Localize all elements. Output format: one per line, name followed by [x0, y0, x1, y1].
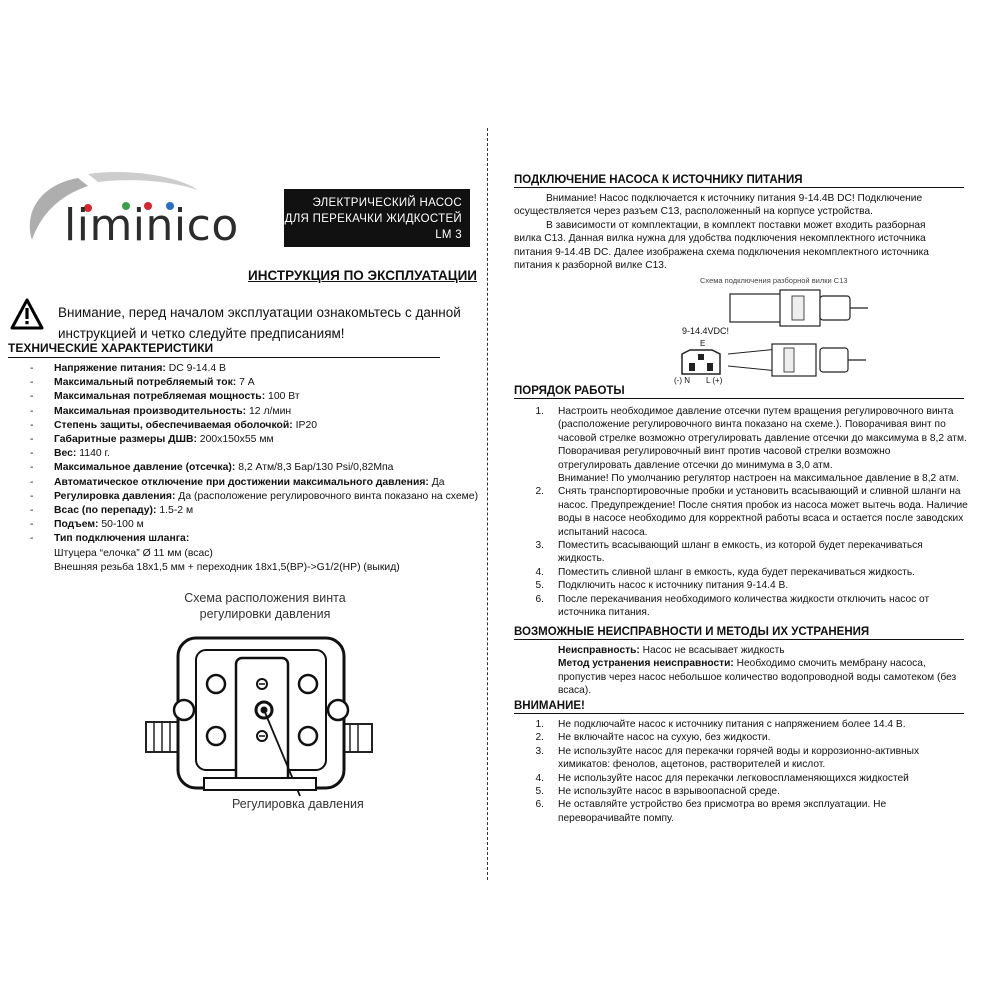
- spec-item: - Регулировка давления: Да (расположение регулировочного винта показано на схеме): [30, 490, 480, 504]
- pressure-regulation-label: Регулировка давления: [232, 797, 364, 811]
- warning-triangle-icon: [10, 298, 44, 330]
- faults-heading: ВОЗМОЖНЫЕ НЕИСПРАВНОСТИ И МЕТОДЫ ИХ УСТРАНЕНИЯ: [514, 626, 964, 640]
- attention-item: 5. Не используйте насос в взрывоопасной среде.: [535, 786, 780, 798]
- operation-heading: ПОРЯДОК РАБОТЫ: [514, 385, 964, 399]
- warning-line-1: Внимание, перед началом эксплуатации ознакомьтесь с данной: [58, 305, 461, 320]
- power-p1-line-2: осуществляется через разъем С13, расположенный на корпусе устройства.: [514, 206, 873, 218]
- banner-line-3: LM 3: [435, 229, 462, 241]
- spec-item: - Максимальный потребляемый ток: 7 А: [30, 376, 480, 390]
- operation-item: 5. Подключить насос к источнику питания 9-14.4 В.: [535, 580, 789, 592]
- spec-item: - Всас (по перепаду): 1.5-2 м: [30, 504, 480, 518]
- attention-item: 2. Не включайте насос на сухую, без жидкости.: [535, 732, 771, 744]
- c13-plug-disassembled: [728, 338, 868, 382]
- brand-name: liminico: [64, 200, 239, 251]
- specs-list: [30, 362, 480, 575]
- power-paragraph-1: [514, 192, 964, 272]
- power-p2-line-2: вилка С13. Данная вилка нужна для удобства подключения некомплектного источника: [514, 233, 926, 245]
- c13-socket-icon: [680, 348, 722, 376]
- scheme-title: Схема подключения разборной вилки С13: [700, 276, 848, 285]
- spec-item: - Максимальное давление (отсечка): 8,2 Атм/8,3 Бар/130 Psi/0,82Мпа: [30, 461, 480, 475]
- attention-list: [530, 718, 980, 825]
- pump-diagram: [140, 628, 380, 818]
- attention-item: 6. Не оставляйте устройство без присмотра во время эксплуатации. Не переворачивайте помпу.: [535, 799, 887, 824]
- power-heading: ПОДКЛЮЧЕНИЕ НАСОСА К ИСТОЧНИКУ ПИТАНИЯ: [514, 174, 964, 188]
- spec-item: - Максимальная производительность: 12 л/мин: [30, 405, 480, 419]
- power-p2-line-1: В зависимости от комплектации, в комплект поставки может входить разборная: [546, 219, 926, 231]
- spec-item: - Тип подключения шланга:: [30, 532, 480, 546]
- attention-item: 4. Не используйте насос для перекачки легковоспламеняющихся жидкостей: [535, 772, 909, 784]
- banner-line-2: ДЛЯ ПЕРЕКАЧКИ ЖИДКОСТЕЙ: [284, 213, 462, 225]
- product-banner: [284, 189, 470, 247]
- c13-plug-assembled: [720, 286, 870, 330]
- pump-caption-line-2: регулировки давления: [199, 607, 331, 621]
- fix-line: Метод устранения неисправности: Необходимо смочить мембрану насоса,: [558, 658, 926, 670]
- spec-item: - Подъем: 50-100 м: [30, 518, 480, 532]
- scheme-n-label: (-) N: [674, 376, 690, 385]
- scheme-voltage: 9-14.4VDC!: [682, 326, 730, 336]
- operation-item: 3. Поместить всасывающий шланг в емкость, из которой будет перекачиваться жидкость.: [535, 540, 923, 565]
- spec-hose-line-1: Штуцера “елочка” Ø 11 мм (всас): [54, 547, 213, 559]
- scheme-l-label: L (+): [706, 376, 723, 385]
- manual-title: ИНСТРУКЦИЯ ПО ЭКСПЛУАТАЦИИ: [248, 268, 478, 283]
- spec-item: - Максимальная потребляемая мощность: 100 Вт: [30, 390, 480, 404]
- banner-line-1: ЭЛЕКТРИЧЕСКИЙ НАСОС: [312, 197, 462, 209]
- power-p1-line-1: Внимание! Насос подключается к источнику питания 9-14.4В DC! Подключение: [546, 193, 923, 204]
- operation-item: 2. Снять транспортировочные пробки и установить всасывающий и сливной шланги на насос. Предупреждение! После снятия пробок из насоса может вытечь вода. Наличие воды в насосе необходимо для корректной работы всаса и остается после заводских испытаний насоса.: [535, 486, 968, 538]
- column-divider: [487, 128, 488, 880]
- power-p2-line-4: питания к разборной вилке С13.: [514, 260, 667, 272]
- power-p2-line-3: питания 9-14.4В DC. Далее изображена схема подключения некомплектного источника: [514, 246, 929, 258]
- fix-line-2: пропустив через насос небольшое количество водопроводной воды самотеком (без: [558, 671, 957, 683]
- specs-heading: ТЕХНИЧЕСКИЕ ХАРАКТЕРИСТИКИ: [8, 341, 440, 358]
- scheme-e-label: E: [700, 339, 706, 348]
- warning-text: [58, 302, 478, 344]
- attention-item: 1. Не подключайте насос к источнику питания с напряжением более 14.4 В.: [535, 719, 906, 730]
- operation-item: 6. После перекачивания необходимого количества жидкости отключить насос от источника питания.: [535, 593, 930, 619]
- spec-item: - Степень защиты, обеспечиваемая оболочкой: IP20: [30, 419, 480, 433]
- pump-diagram-caption: [160, 590, 370, 622]
- spec-item: - Вес: 1140 г.: [30, 447, 480, 461]
- spec-item: - Напряжение питания: DC 9-14.4 В: [30, 362, 480, 376]
- spec-item: - Автоматическое отключение при достижении максимального давления: Да: [30, 476, 480, 490]
- warning-line-2: инструкцией и четко следуйте предписаниям!: [58, 326, 345, 341]
- faults-block: [558, 644, 978, 698]
- attention-heading: ВНИМАНИЕ!: [514, 700, 964, 714]
- pump-caption-line-1: Схема расположения винта: [184, 591, 346, 605]
- fault-line: Неисправность: Насос не всасывает жидкость: [558, 645, 785, 656]
- spec-item: - Габаритные размеры ДШВ: 200х150х55 мм: [30, 433, 480, 447]
- spec-hose-line-2: Внешняя резьба 18х1,5 мм + переходник 18х1,5(ВР)->G1/2(НР) (выкид): [54, 561, 400, 573]
- attention-item: 3. Не используйте насос для перекачки горячей воды и коррозионно-активных химикатов: фенолов, ацетонов, растворителей и кислот.: [535, 745, 920, 771]
- operation-list: [530, 405, 980, 620]
- operation-item: 4. Поместить сливной шланг в емкость, куда будет перекачиваться жидкость.: [535, 566, 915, 578]
- operation-item: 1. Настроить необходимое давление отсечки путем вращения регулировочного винта (расположение регулировочного винта показано на схеме.). Поворачивая винт по часовой стрелке возможно отрегулировать давление отсечки до максимума в 8,2 атм. Поворачивая регулировочный винт против часовой стрелки возможно отрегулировать давление отсечки до минимума в 3,0 атм. Внимание! По умолчанию регулятор настроен на максимальное давление в 8,2 атм.: [535, 406, 967, 485]
- fix-line-3: всаса).: [558, 685, 592, 697]
